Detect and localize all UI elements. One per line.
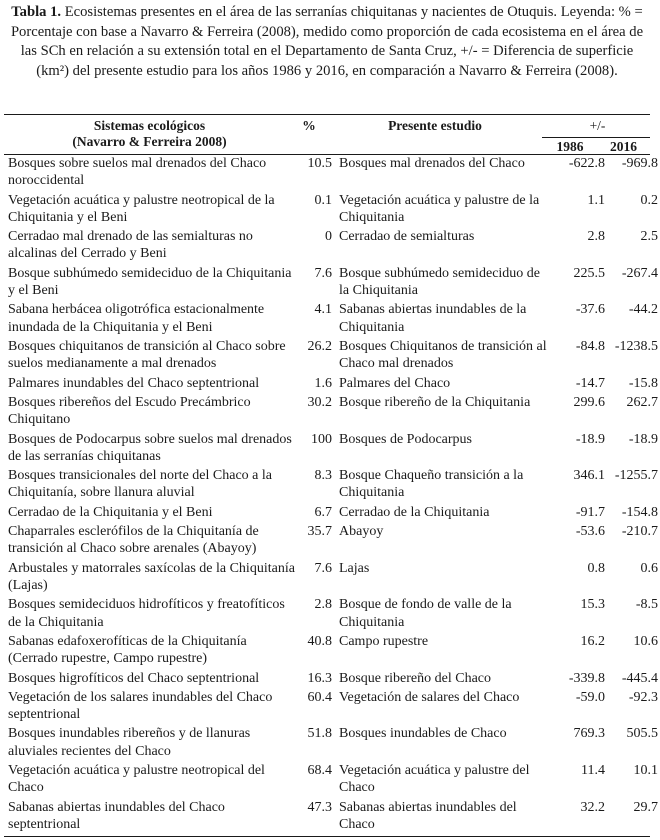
- cell-2016: -1238.5: [614, 338, 658, 354]
- cell-2016: -8.5: [635, 597, 658, 613]
- cell-percent: 51.8: [307, 726, 332, 742]
- cell-percent: 2.8: [314, 597, 332, 613]
- header-sistemas-sub: (Navarro & Ferreira 2008): [72, 134, 227, 149]
- cell-1986: 2.8: [587, 229, 605, 245]
- table-row: [4, 264, 660, 301]
- cell-sistema: Arbustales y matorrales saxícolas de la Chiquitanía (Lajas): [8, 560, 295, 593]
- cell-1986: 15.3: [580, 597, 605, 613]
- header-presente: Presente estudio: [388, 118, 482, 133]
- cell-1986: -84.8: [575, 338, 605, 354]
- header-year-2016: 2016: [610, 139, 637, 154]
- cell-1986: 0.8: [587, 560, 605, 576]
- table-row: [4, 595, 660, 632]
- cell-percent: 10.5: [307, 156, 332, 171]
- cell-presente: Campo rupestre: [339, 633, 429, 649]
- cell-percent: 0.1: [314, 192, 332, 208]
- bottom-rule: [4, 836, 650, 837]
- cell-2016: -210.7: [621, 524, 658, 540]
- cell-percent: 8.3: [314, 468, 332, 484]
- cell-presente: Bosque Chaqueño transición a la Chiquitania: [339, 468, 524, 501]
- cell-1986: 11.4: [581, 763, 605, 779]
- cell-presente: Bosques inundables de Chaco: [339, 726, 507, 742]
- top-rule: [4, 114, 650, 115]
- cell-2016: -18.9: [628, 431, 658, 447]
- header-diff: +/-: [589, 118, 606, 133]
- table-row: [4, 559, 660, 596]
- table-row: [4, 688, 660, 725]
- cell-percent: 30.2: [307, 394, 332, 410]
- cell-presente: Bosques de Podocarpus: [339, 431, 472, 447]
- cell-presente: Sabanas abiertas inundables de la Chiquitania: [339, 302, 527, 335]
- cell-2016: 0.6: [640, 560, 658, 576]
- cell-percent: 0: [325, 229, 332, 245]
- cell-percent: 68.4: [307, 763, 332, 779]
- cell-percent: 7.6: [314, 560, 332, 576]
- cell-sistema: Chaparrales esclerófilos de la Chiquitanía de transición al Chaco sobre arenales (Abayoy): [8, 524, 259, 557]
- cell-percent: 26.2: [307, 338, 332, 354]
- cell-presente: Vegetación acuática y palustre de la Chiquitania: [339, 192, 540, 225]
- cell-sistema: Sabanas edafoxerofíticas de la Chiquitanía (Cerrado rupestre, Campo rupestre): [8, 633, 247, 667]
- cell-2016: 10.1: [633, 763, 658, 779]
- table-row: [4, 430, 660, 467]
- cell-presente: Bosques mal drenados del Chaco: [339, 156, 525, 171]
- cell-1986: 769.3: [573, 726, 605, 742]
- cell-presente: Cerradao de la Chiquitania: [339, 504, 490, 520]
- cell-sistema: Bosques sobre suelos mal drenados del Chaco noroccidental: [8, 156, 267, 189]
- table-row: [4, 798, 660, 835]
- table-row: [4, 503, 660, 522]
- subheader-rule: [542, 137, 650, 138]
- cell-2016: 0.2: [640, 192, 658, 208]
- table-body: [4, 154, 660, 834]
- cell-1986: 299.6: [573, 394, 605, 410]
- cell-1986: -91.7: [575, 504, 605, 520]
- cell-percent: 35.7: [307, 524, 332, 540]
- cell-1986: -53.6: [575, 524, 605, 540]
- cell-percent: 47.3: [307, 799, 332, 815]
- cell-percent: 100: [311, 431, 332, 447]
- cell-sistema: Bosques semideciduos hidrofíticos y freatofíticos de la Chiquitania: [8, 597, 285, 630]
- table-row: [4, 724, 660, 761]
- cell-1986: 16.2: [580, 633, 605, 649]
- cell-2016: -445.4: [621, 670, 658, 686]
- cell-presente: Cerradao de semialturas: [339, 229, 475, 245]
- cell-sistema: Bosques de Podocarpus sobre suelos mal drenados de las serranías chiquitanas: [8, 431, 292, 464]
- caption-label: Tabla 1.: [11, 4, 62, 20]
- cell-presente: Lajas: [339, 560, 370, 576]
- table-row: [4, 522, 660, 559]
- cell-1986: -59.0: [575, 689, 605, 705]
- cell-1986: -14.7: [575, 375, 605, 391]
- cell-1986: -622.8: [568, 156, 605, 171]
- cell-presente: Abayoy: [339, 524, 384, 540]
- cell-presente: Vegetación acuática y palustre del Chaco: [339, 763, 530, 796]
- cell-2016: 29.7: [633, 799, 658, 815]
- table-row: [4, 191, 660, 228]
- table-row: [4, 227, 660, 264]
- cell-presente: Bosques Chiquitanos de transición al Chaco mal drenados: [339, 338, 547, 372]
- cell-2016: -267.4: [621, 265, 658, 281]
- table-row: [4, 337, 660, 374]
- cell-percent: 7.6: [314, 265, 332, 281]
- table-row: [4, 466, 660, 503]
- cell-sistema: Vegetación acuática y palustre neotropical de la Chiquitania y el Beni: [8, 192, 275, 225]
- caption-text: Ecosistemas presentes en el área de las serranías chiquitanas y nacientes de Otuquis. Leyenda: % = Porcentaje con base a Navarro & Ferreira (2008), medido como proporción de cada ecosistema en el área de las SCh en relación a su extensión total en el Departamento de Santa Cruz, +/- = Diferencia de superficie (km²) del presente estudio para los años 1986 y 2016, en comparación a Navarro & Ferreira (2008).: [10, 4, 644, 79]
- cell-percent: 40.8: [307, 633, 332, 649]
- table-row: [4, 761, 660, 798]
- cell-2016: -154.8: [621, 504, 658, 520]
- cell-2016: 10.6: [633, 633, 658, 649]
- cell-2016: -15.8: [628, 375, 658, 391]
- cell-sistema: Bosques ribereños del Escudo Precámbrico Chiquitano: [8, 394, 251, 428]
- cell-presente: Bosque subhúmedo semideciduo de la Chiquitania: [339, 265, 541, 298]
- cell-sistema: Cerradao de la Chiquitania y el Beni: [8, 504, 213, 520]
- cell-sistema: Sabanas abiertas inundables del Chaco septentrional: [8, 799, 225, 832]
- cell-percent: 4.1: [314, 302, 332, 318]
- table-caption: [4, 3, 650, 81]
- cell-2016: -969.8: [621, 156, 658, 171]
- cell-presente: Bosque ribereño de la Chiquitania: [339, 394, 531, 410]
- ecosystems-table: [4, 154, 660, 834]
- table-row: [4, 669, 660, 688]
- header-year-1986: 1986: [556, 139, 584, 154]
- cell-sistema: Vegetación acuática y palustre neotropical del Chaco: [8, 763, 265, 796]
- cell-percent: 16.3: [307, 670, 332, 686]
- header-percent: %: [302, 118, 316, 133]
- cell-presente: Palmares del Chaco: [339, 375, 451, 391]
- cell-sistema: Bosques higrofíticos del Chaco septentrional: [8, 670, 260, 686]
- cell-sistema: Cerradao mal drenado de las semialturas no alcalinas del Cerrado y Beni: [8, 229, 253, 262]
- cell-2016: -44.2: [628, 302, 658, 318]
- cell-2016: -92.3: [628, 689, 658, 705]
- cell-presente: Bosque ribereño del Chaco: [339, 670, 492, 686]
- cell-1986: -339.8: [568, 670, 605, 686]
- cell-presente: Vegetación de salares del Chaco: [339, 689, 520, 705]
- cell-sistema: Bosque subhúmedo semideciduo de la Chiquitania y el Beni: [8, 265, 292, 298]
- cell-1986: 32.2: [580, 799, 605, 815]
- cell-2016: 505.5: [626, 726, 658, 742]
- cell-1986: 346.1: [573, 468, 605, 484]
- cell-percent: 60.4: [307, 689, 332, 705]
- table-row: [4, 300, 660, 337]
- table-row: [4, 154, 660, 191]
- cell-1986: -18.9: [575, 431, 605, 447]
- header-sistemas-title: Sistemas ecológicos: [93, 118, 206, 133]
- cell-2016: -1255.7: [614, 468, 658, 484]
- cell-1986: -37.6: [575, 302, 605, 318]
- cell-sistema: Bosques inundables ribereños y de llanuras aluviales recientes del Chaco: [8, 726, 251, 759]
- table-row: [4, 374, 660, 393]
- header-sistemas: [4, 118, 295, 150]
- cell-2016: 2.5: [640, 229, 658, 245]
- cell-presente: Sabanas abiertas inundables del Chaco: [339, 799, 517, 832]
- table-row: [4, 393, 660, 430]
- cell-percent: 1.6: [314, 375, 332, 391]
- cell-sistema: Bosques transicionales del norte del Chaco a la Chiquitanía, sobre llanura aluvial: [8, 468, 272, 501]
- table-row: [4, 632, 660, 669]
- cell-2016: 262.7: [626, 394, 658, 410]
- cell-presente: Bosque de fondo de valle de la Chiquitania: [339, 597, 512, 630]
- cell-1986: 225.5: [573, 265, 605, 281]
- cell-sistema: Vegetación de los salares inundables del Chaco septentrional: [8, 689, 273, 723]
- cell-1986: 1.1: [587, 192, 605, 208]
- cell-sistema: Palmares inundables del Chaco septentrional: [8, 375, 260, 391]
- cell-percent: 6.7: [314, 504, 332, 520]
- cell-sistema: Sabana herbácea oligotrófica estacionalmente inundada de la Chiquitania y el Beni: [8, 302, 265, 335]
- cell-sistema: Bosques chiquitanos de transición al Chaco sobre suelos medianamente a mal drenados: [8, 338, 286, 372]
